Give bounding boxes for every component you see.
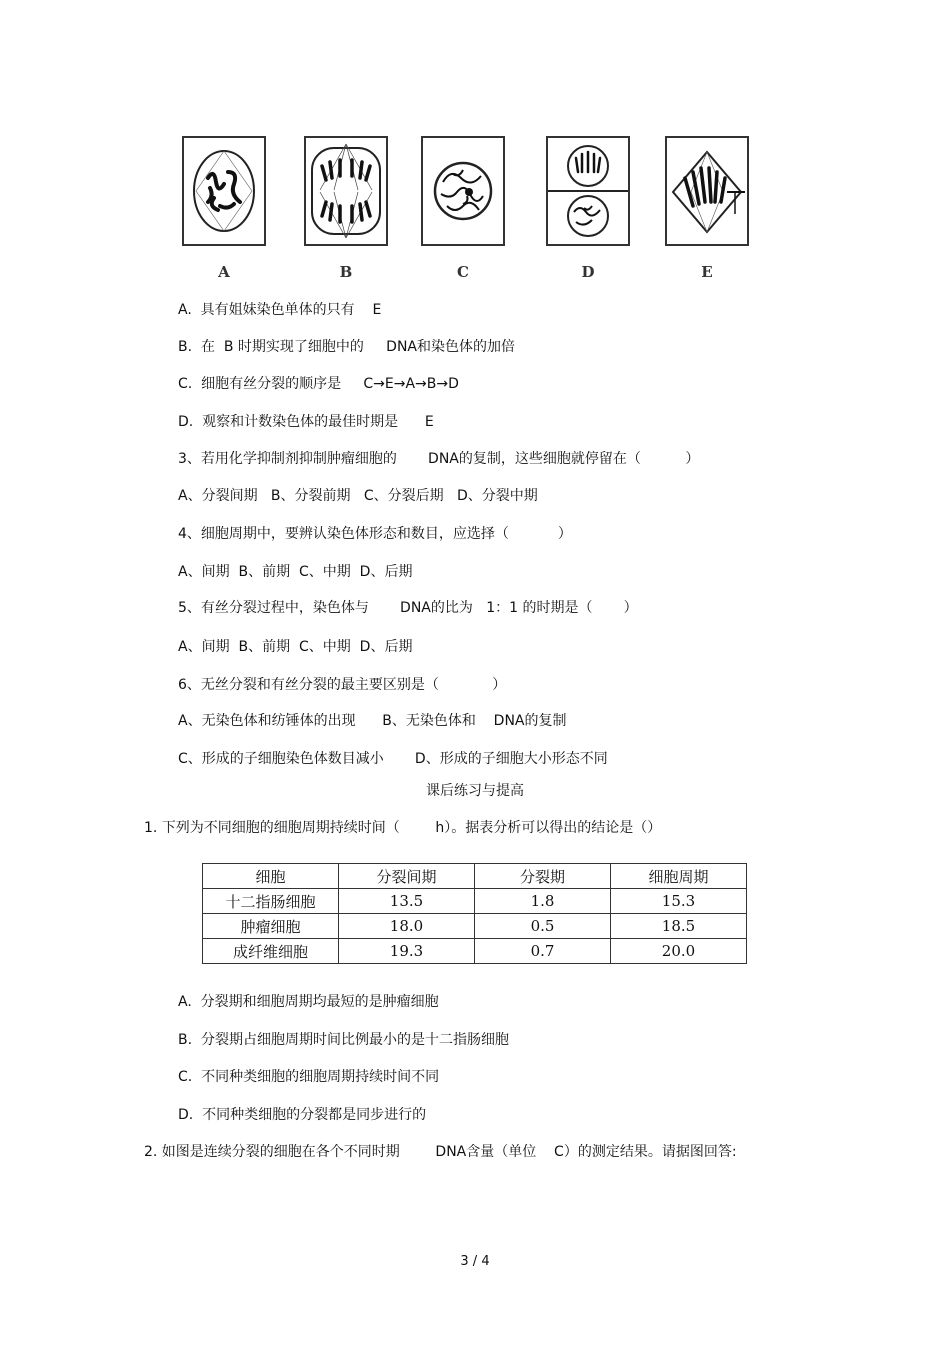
cell-telophase-icon [548, 138, 628, 244]
cell-cycle-table [202, 863, 747, 964]
ex1-option-c: C. 不同种类细胞的细胞周期持续时间不同 [178, 1069, 440, 1085]
figure-b [304, 136, 388, 246]
ex1-option-d: D. 不同种类细胞的分裂都是同步进行的 [178, 1107, 427, 1123]
cell-anaphase-icon [306, 138, 386, 244]
figure-c [421, 136, 505, 246]
q6-option-cd: C、形成的子细胞染色体数目减小 D、形成的子细胞大小形态不同 [178, 751, 608, 767]
q2-option-d: D. 观察和计数染色体的最佳时期是 E [178, 414, 434, 430]
division-value: 0.5 [475, 914, 611, 939]
q6-stem: 6、无丝分裂和有丝分裂的最主要区别是（ ） [178, 677, 507, 693]
header-interphase: 分裂间期 [339, 864, 475, 889]
ex1-option-b: B. 分裂期占细胞周期时间比例最小的是十二指肠细胞 [178, 1032, 509, 1048]
header-cell: 细胞 [203, 864, 339, 889]
figure-label-d: D [581, 263, 595, 281]
table-header-row [203, 864, 747, 889]
cycle-value: 18.5 [611, 914, 747, 939]
header-division: 分裂期 [475, 864, 611, 889]
page-number: 3 / 4 [460, 1254, 490, 1269]
cell-name: 十二指肠细胞 [203, 889, 339, 914]
figure-d [546, 136, 630, 246]
table-row [203, 889, 747, 914]
cycle-value: 15.3 [611, 889, 747, 914]
cell-prophase-icon [184, 138, 264, 244]
cell-name: 成纤维细胞 [203, 939, 339, 964]
q2-option-a: A. 具有姐妹染色单体的只有 E [178, 302, 382, 318]
q2-option-b: B. 在 B 时期实现了细胞中的 DNA和染色体的加倍 [178, 339, 515, 355]
figure-label-e: E [701, 263, 713, 281]
q5-stem: 5、有丝分裂过程中，染色体与 DNA的比为 1：1 的时期是（ ） [178, 600, 638, 616]
figure-label-b: B [339, 263, 353, 281]
q2-option-c: C. 细胞有丝分裂的顺序是 C→E→A→B→D [178, 376, 459, 392]
division-value: 0.7 [475, 939, 611, 964]
header-cycle: 细胞周期 [611, 864, 747, 889]
q3-options: A、分裂间期 B、分裂前期 C、分裂后期 D、分裂中期 [178, 488, 538, 504]
figure-label-a: A [218, 263, 230, 281]
figure-e [665, 136, 749, 246]
table-row [203, 914, 747, 939]
cell-name: 肿瘤细胞 [203, 914, 339, 939]
q3-stem: 3、若用化学抑制剂抑制肿瘤细胞的 DNA的复制，这些细胞就停留在（ ） [178, 451, 700, 467]
section-title: 课后练习与提高 [426, 783, 524, 799]
q5-options: A、间期 B、前期 C、中期 D、后期 [178, 639, 413, 655]
cycle-value: 20.0 [611, 939, 747, 964]
q4-options: A、间期 B、前期 C、中期 D、后期 [178, 564, 413, 580]
interphase-value: 18.0 [339, 914, 475, 939]
division-value: 1.8 [475, 889, 611, 914]
ex1-stem: 1. 下列为不同细胞的细胞周期持续时间（ h）。据表分析可以得出的结论是（） [144, 820, 662, 836]
q4-stem: 4、细胞周期中，要辨认染色体形态和数目，应选择（ ） [178, 526, 572, 542]
ex2-stem: 2. 如图是连续分裂的细胞在各个不同时期 DNA含量（单位 C）的测定结果。请据图回答: [144, 1144, 737, 1160]
cell-metaphase-icon [667, 138, 747, 244]
cell-division-figures [176, 136, 756, 286]
table-row [203, 939, 747, 964]
figure-a [182, 136, 266, 246]
q6-option-ab: A、无染色体和纺锤体的出现 B、无染色体和 DNA的复制 [178, 713, 567, 729]
interphase-value: 13.5 [339, 889, 475, 914]
interphase-value: 19.3 [339, 939, 475, 964]
cell-interphase-icon [423, 138, 503, 244]
ex1-option-a: A. 分裂期和细胞周期均最短的是肿瘤细胞 [178, 994, 439, 1010]
figure-label-c: C [457, 263, 469, 281]
